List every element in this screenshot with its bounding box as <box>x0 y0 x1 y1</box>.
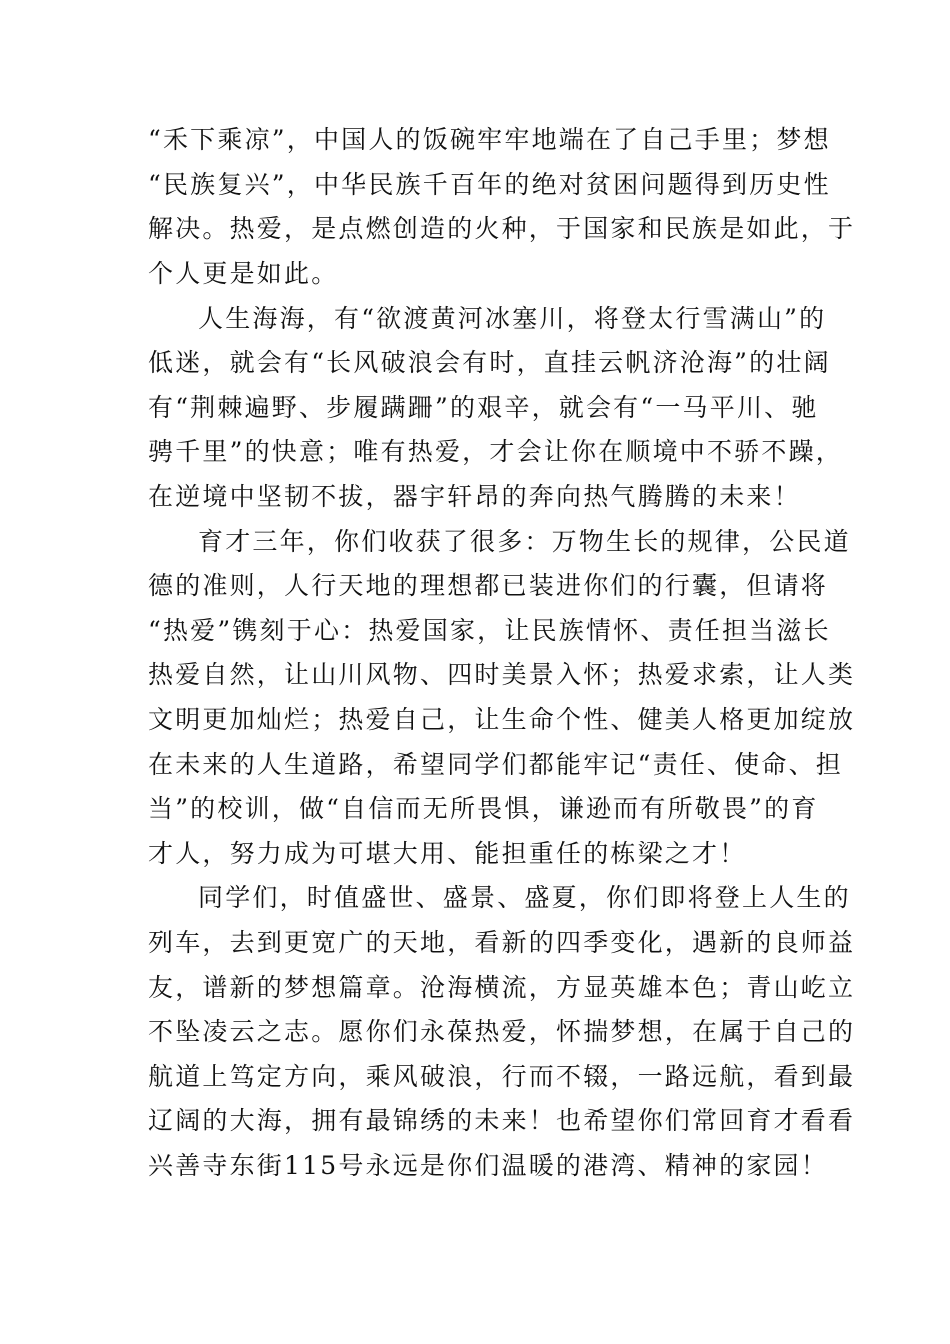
text-line: 列车，去到更宽广的天地，看新的四季变化，遇新的良师益 <box>148 928 856 957</box>
text-line: 有“荆棘遍野、步履蹒跚”的艰辛，就会有“一马平川、驰 <box>148 393 819 422</box>
text-line: 不坠凌云之志。愿你们永葆热爱，怀揣梦想，在属于自己的 <box>148 1017 856 1046</box>
text-line: 当”的校训，做“自信而无所畏惧，谦逊而有所敬畏”的育 <box>148 794 819 823</box>
text-line: “禾下乘凉”，中国人的饭碗牢牢地端在了自己手里；梦想 <box>148 125 831 154</box>
text-line: 友，谱新的梦想篇章。沧海横流，方显英雄本色；青山屹立 <box>148 973 856 1002</box>
text-line: 骋千里”的快意；唯有热爱，才会让你在顺境中不骄不躁， <box>148 437 843 466</box>
text-line: 才人，努力成为可堪大用、能担重任的栋梁之才！ <box>148 839 747 868</box>
text-line: 航道上笃定方向，乘风破浪，行而不辍，一路远航，看到最 <box>148 1062 856 1091</box>
text-line: 解决。热爱，是点燃创造的火种，于国家和民族是如此，于 <box>148 214 856 243</box>
text-line: 兴善寺东街115号永远是你们温暖的港湾、精神的家园！ <box>148 1151 828 1180</box>
text-line: “热爱”镌刻于心：热爱国家，让民族情怀、责任担当滋长 <box>148 616 831 645</box>
text-line: 热爱自然，让山川风物、四时美景入怀；热爱求索，让人类 <box>148 660 856 689</box>
text-line: 在未来的人生道路，希望同学们都能牢记“责任、使命、担 <box>148 750 843 779</box>
text-line: 低迷，就会有“长风破浪会有时，直挂云帆济沧海”的壮阔 <box>148 348 831 377</box>
text-line: 德的准则，人行天地的理想都已装进你们的行囊，但请将 <box>148 571 829 600</box>
text-line: 辽阔的大海，拥有最锦绣的未来！也希望你们常回育才看看 <box>148 1106 856 1135</box>
text-line: 文明更加灿烂；热爱自己，让生命个性、健美人格更加绽放 <box>148 705 856 734</box>
text-line: 个人更是如此。 <box>148 259 339 288</box>
text-line: “民族复兴”，中华民族千百年的绝对贫困问题得到历史性 <box>148 170 831 199</box>
paragraph-first-line: 人生海海，有“欲渡黄河冰塞川，将登太行雪满山”的 <box>198 304 827 333</box>
paragraph-first-line: 育才三年，你们收获了很多：万物生长的规律，公民道 <box>198 527 851 556</box>
text-line: 在逆境中坚韧不拔，器宇轩昂的奔向热气腾腾的未来！ <box>148 482 801 511</box>
paragraph-first-line: 同学们，时值盛世、盛景、盛夏，你们即将登上人生的 <box>198 883 851 912</box>
